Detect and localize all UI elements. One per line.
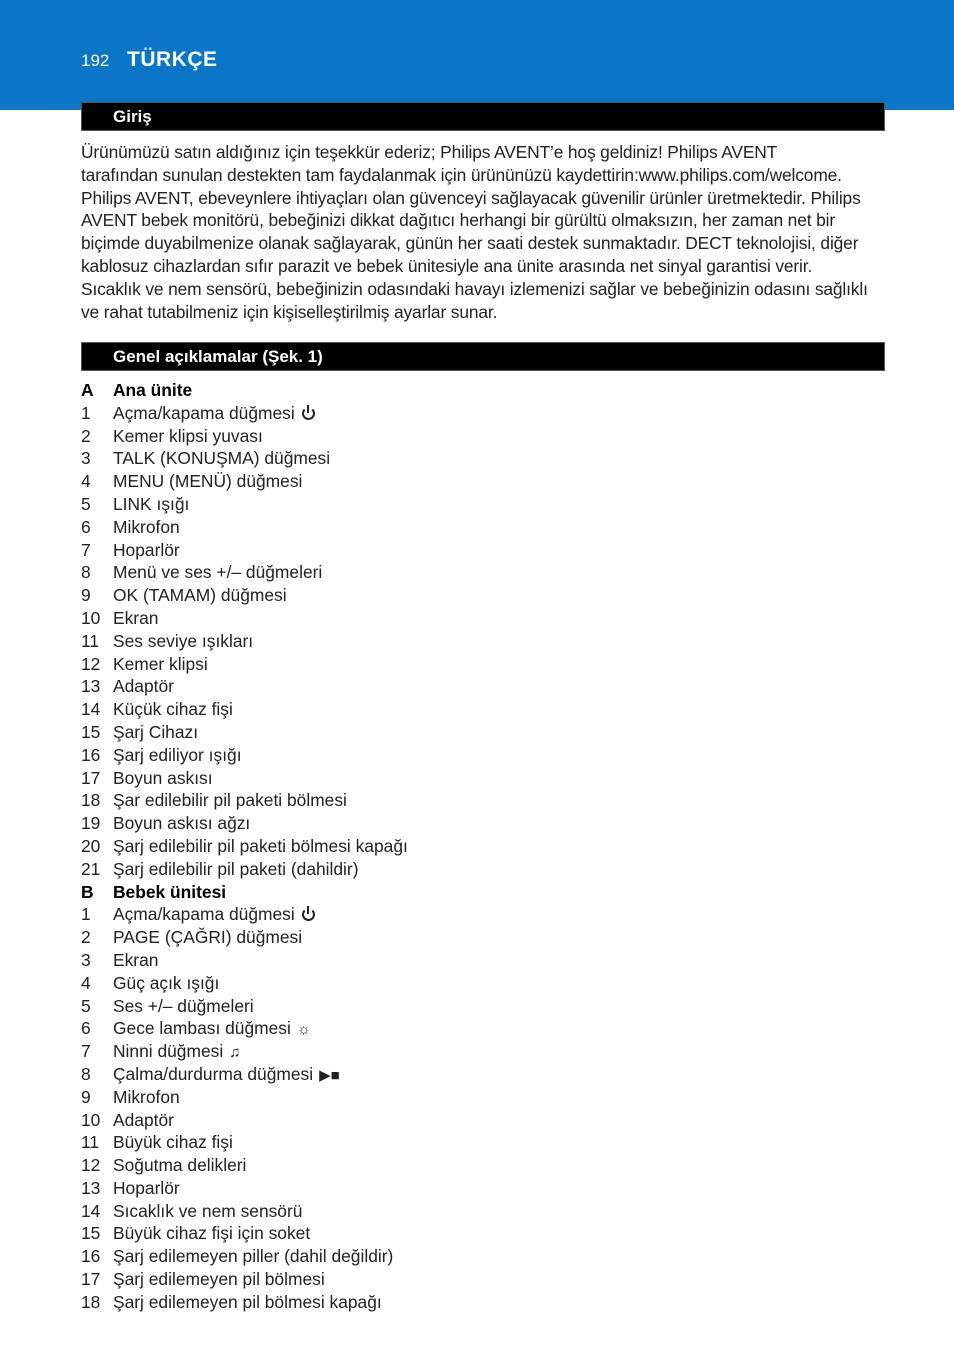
item-label bbox=[113, 949, 158, 972]
item-label bbox=[113, 1086, 180, 1109]
list-item bbox=[81, 1109, 881, 1132]
list-item bbox=[81, 1268, 881, 1291]
item-text: Mikrofon bbox=[113, 1086, 180, 1107]
list-item bbox=[81, 539, 881, 562]
section-heading-intro-label: Giriş bbox=[113, 107, 152, 126]
item-label bbox=[113, 630, 253, 653]
list-item bbox=[81, 584, 881, 607]
item-text: Adaptör bbox=[113, 676, 174, 697]
item-text: Hoparlör bbox=[113, 539, 180, 560]
item-number: 3 bbox=[81, 949, 91, 970]
list-item bbox=[81, 516, 881, 539]
item-label bbox=[113, 995, 254, 1018]
nightlight-icon: ☼ bbox=[296, 1021, 311, 1039]
item-text: Şarj edilebilir pil paketi bölmesi kapağı bbox=[113, 835, 408, 856]
item-text: MENU (MENÜ) düğmesi bbox=[113, 471, 303, 492]
list-item bbox=[81, 812, 881, 835]
item-number: 4 bbox=[81, 471, 91, 492]
list-item bbox=[81, 949, 881, 972]
item-number: 7 bbox=[81, 1041, 91, 1062]
item-label bbox=[113, 1109, 174, 1132]
item-number: 17 bbox=[81, 767, 101, 788]
item-text: Ses seviye ışıkları bbox=[113, 630, 254, 651]
item-number: 6 bbox=[81, 516, 91, 537]
item-text: Sıcaklık ve nem sensörü bbox=[113, 1200, 303, 1221]
group-letter: A bbox=[81, 380, 94, 400]
power-icon bbox=[302, 407, 315, 420]
list-item bbox=[81, 653, 881, 676]
list-item bbox=[81, 744, 881, 767]
list-item bbox=[81, 675, 881, 698]
list-item bbox=[81, 561, 881, 584]
list-item bbox=[81, 767, 881, 790]
item-number: 2 bbox=[81, 927, 91, 948]
list-item bbox=[81, 995, 881, 1018]
list-item bbox=[81, 1177, 881, 1200]
item-label bbox=[113, 1177, 180, 1200]
item-number: 16 bbox=[81, 744, 101, 765]
item-number: 13 bbox=[81, 676, 101, 697]
item-label bbox=[113, 721, 198, 744]
list-item bbox=[81, 402, 881, 425]
item-text: Şarj ediliyor ışığı bbox=[113, 744, 242, 765]
list-item bbox=[81, 447, 881, 470]
item-number: 11 bbox=[81, 1132, 100, 1153]
item-label bbox=[113, 744, 242, 767]
item-label bbox=[113, 835, 408, 858]
page-language-title: TÜRKÇE bbox=[127, 48, 218, 71]
item-label bbox=[113, 926, 302, 949]
item-label bbox=[113, 1017, 311, 1042]
item-number: 6 bbox=[81, 1018, 91, 1039]
item-number: 9 bbox=[81, 585, 91, 606]
group-title: Bebek ünitesi bbox=[113, 881, 227, 902]
parts-list bbox=[81, 379, 881, 1314]
list-item bbox=[81, 1200, 881, 1223]
item-label bbox=[113, 1040, 240, 1065]
list-item bbox=[81, 1245, 881, 1268]
item-text: Şarj edilebilir pil paketi (dahildir) bbox=[113, 858, 359, 879]
intro-line: Philips AVENT, ebeveynlere ihtiyaçları olan güvenceyi sağlayacak güvenilir ürünler üretmektedir. Philips bbox=[81, 187, 861, 208]
group-title: Ana ünite bbox=[113, 380, 193, 400]
item-number: 2 bbox=[81, 425, 91, 446]
list-item bbox=[81, 1040, 881, 1063]
page-number: 192 bbox=[81, 51, 110, 70]
item-number: 11 bbox=[81, 630, 100, 651]
item-text: Açma/kapama düğmesi bbox=[113, 904, 295, 925]
list-item bbox=[81, 607, 881, 630]
header-band bbox=[0, 0, 954, 110]
section-heading-intro bbox=[81, 102, 885, 131]
item-text: Hoparlör bbox=[113, 1177, 180, 1198]
item-label bbox=[113, 812, 250, 835]
item-number: 8 bbox=[81, 1063, 91, 1084]
item-text: Şarj Cihazı bbox=[113, 721, 199, 742]
item-label bbox=[113, 789, 347, 812]
item-text: Güç açık ışığı bbox=[113, 972, 220, 993]
intro-line: kablosuz cihazlardan sıfır parazit ve bebek ünitesiyle ana ünite arasında net sinyal garantisi verir. bbox=[81, 255, 813, 276]
parent_unit-heading bbox=[81, 379, 881, 402]
item-label bbox=[113, 402, 315, 425]
group-letter: B bbox=[81, 881, 94, 902]
list-item bbox=[81, 1222, 881, 1245]
item-number: 12 bbox=[81, 1155, 101, 1176]
item-number: 13 bbox=[81, 1177, 101, 1198]
baby_unit-heading bbox=[81, 881, 881, 904]
item-label bbox=[113, 653, 208, 676]
item-label bbox=[113, 516, 180, 539]
list-item bbox=[81, 926, 881, 949]
item-text: Boyun askısı bbox=[113, 767, 213, 788]
item-text: Soğutma delikleri bbox=[113, 1155, 247, 1176]
item-label bbox=[113, 470, 302, 493]
item-label bbox=[113, 767, 213, 790]
item-number: 21 bbox=[81, 858, 101, 879]
list-item bbox=[81, 1154, 881, 1177]
item-text: Kemer klipsi yuvası bbox=[113, 425, 263, 446]
power-icon bbox=[302, 908, 315, 921]
item-number: 1 bbox=[81, 904, 91, 925]
list-item bbox=[81, 1063, 881, 1086]
item-number: 5 bbox=[81, 493, 91, 514]
list-item bbox=[81, 630, 881, 653]
item-text: Menü ve ses +/– düğmeleri bbox=[113, 562, 323, 583]
list-item bbox=[81, 1131, 881, 1154]
item-number: 15 bbox=[81, 721, 101, 742]
item-text: TALK (KONUŞMA) düğmesi bbox=[113, 448, 331, 469]
list-item bbox=[81, 721, 881, 744]
item-number: 7 bbox=[81, 539, 91, 560]
list-item bbox=[81, 1291, 881, 1314]
item-number: 14 bbox=[81, 1200, 101, 1221]
intro-line: ve rahat tutabilmeniz için kişiselleştirilmiş ayarlar sunar. bbox=[81, 301, 498, 322]
item-label bbox=[113, 1268, 325, 1291]
item-number: 18 bbox=[81, 1291, 101, 1312]
item-label bbox=[113, 675, 174, 698]
list-item bbox=[81, 493, 881, 516]
item-number: 17 bbox=[81, 1269, 101, 1290]
item-label bbox=[113, 425, 263, 448]
section-heading-general-label: Genel açıklamalar (Şek. 1) bbox=[113, 347, 323, 366]
item-text: Çalma/durdurma düğmesi bbox=[113, 1063, 314, 1084]
item-text: Ses +/– düğmeleri bbox=[113, 995, 254, 1016]
list-item bbox=[81, 858, 881, 881]
item-number: 10 bbox=[81, 607, 101, 628]
item-text: Şar edilebilir pil paketi bölmesi bbox=[113, 790, 347, 811]
item-text: Küçük cihaz fişi bbox=[113, 699, 233, 720]
item-label bbox=[113, 584, 287, 607]
item-text: Adaptör bbox=[113, 1109, 174, 1130]
item-number: 19 bbox=[81, 813, 101, 834]
intro-line: AVENT bebek monitörü, bebeğinizi dikkat dağıtıcı herhangi bir gürültü olmaksızın, her zaman net bir bbox=[81, 210, 835, 231]
intro-line: Ürünümüzü satın aldığınız için teşekkür ederiz; Philips AVENT’e hoş geldiniz! Philips AVENT bbox=[81, 142, 778, 162]
item-label bbox=[113, 1200, 302, 1223]
item-text: Ekran bbox=[113, 607, 159, 628]
item-number: 5 bbox=[81, 995, 91, 1016]
item-number: 15 bbox=[81, 1223, 101, 1244]
list-item bbox=[81, 1086, 881, 1109]
item-label bbox=[113, 561, 322, 584]
item-text: OK (TAMAM) düğmesi bbox=[113, 585, 287, 606]
item-label bbox=[113, 698, 233, 721]
item-text: Mikrofon bbox=[113, 516, 180, 537]
list-item bbox=[81, 470, 881, 493]
play-stop-icon: ▶■ bbox=[319, 1066, 340, 1084]
intro-line: tarafından sunulan destekten tam faydalanmak için ürününüzü kaydettirin:www.philips.com/welcome. bbox=[81, 164, 842, 185]
item-label bbox=[113, 1291, 382, 1314]
item-text: Şarj edilemeyen pil bölmesi bbox=[113, 1269, 325, 1290]
list-item bbox=[81, 972, 881, 995]
item-text: Açma/kapama düğmesi bbox=[113, 402, 295, 423]
item-label bbox=[113, 447, 330, 470]
list-item bbox=[81, 425, 881, 448]
intro-line: Sıcaklık ve nem sensörü, bebeğinizin odasındaki havayı izlemenizi sağlar ve bebeğinizin odasını sağlıklı bbox=[81, 278, 868, 299]
music-note-icon: ♫ bbox=[229, 1044, 241, 1062]
item-text: Şarj edilemeyen piller (dahil değildir) bbox=[113, 1246, 394, 1267]
list-item bbox=[81, 698, 881, 721]
list-item bbox=[81, 903, 881, 926]
item-text: LINK ışığı bbox=[113, 493, 190, 514]
list-item bbox=[81, 789, 881, 812]
list-item bbox=[81, 835, 881, 858]
item-label bbox=[113, 1131, 233, 1154]
item-text: Büyük cihaz fişi bbox=[113, 1132, 233, 1153]
item-text: Ekran bbox=[113, 949, 159, 970]
item-number: 3 bbox=[81, 448, 91, 469]
item-label bbox=[113, 903, 315, 926]
item-text: Ninni düğmesi bbox=[113, 1041, 224, 1062]
item-text: Boyun askısı ağzı bbox=[113, 813, 251, 834]
item-label bbox=[113, 607, 158, 630]
section-heading-general bbox=[81, 342, 885, 371]
item-text: Şarj edilemeyen pil bölmesi kapağı bbox=[113, 1291, 382, 1312]
item-number: 1 bbox=[81, 402, 91, 423]
item-label bbox=[113, 493, 189, 516]
item-number: 9 bbox=[81, 1086, 91, 1107]
item-number: 4 bbox=[81, 972, 91, 993]
item-text: Gece lambası düğmesi bbox=[113, 1018, 291, 1039]
list-item bbox=[81, 1017, 881, 1040]
item-number: 10 bbox=[81, 1109, 101, 1130]
item-number: 16 bbox=[81, 1246, 101, 1267]
item-text: PAGE (ÇAĞRI) düğmesi bbox=[113, 927, 303, 948]
item-number: 20 bbox=[81, 835, 101, 856]
item-label bbox=[113, 858, 359, 881]
item-label bbox=[113, 1154, 246, 1177]
intro-line: biçimde duyabilmenize olanak sağlayarak, günün her saati destek sunmaktadır. DECT teknolojisi, diğer bbox=[81, 233, 859, 254]
item-number: 8 bbox=[81, 562, 91, 583]
item-label bbox=[113, 1245, 393, 1268]
item-label bbox=[113, 539, 180, 562]
intro-paragraph bbox=[81, 141, 889, 323]
item-text: Büyük cihaz fişi için soket bbox=[113, 1223, 311, 1244]
item-label bbox=[113, 1222, 310, 1245]
item-number: 18 bbox=[81, 790, 101, 811]
item-label bbox=[113, 1063, 340, 1088]
item-label bbox=[113, 972, 219, 995]
item-number: 12 bbox=[81, 653, 101, 674]
item-number: 14 bbox=[81, 699, 101, 720]
item-text: Kemer klipsi bbox=[113, 653, 208, 674]
